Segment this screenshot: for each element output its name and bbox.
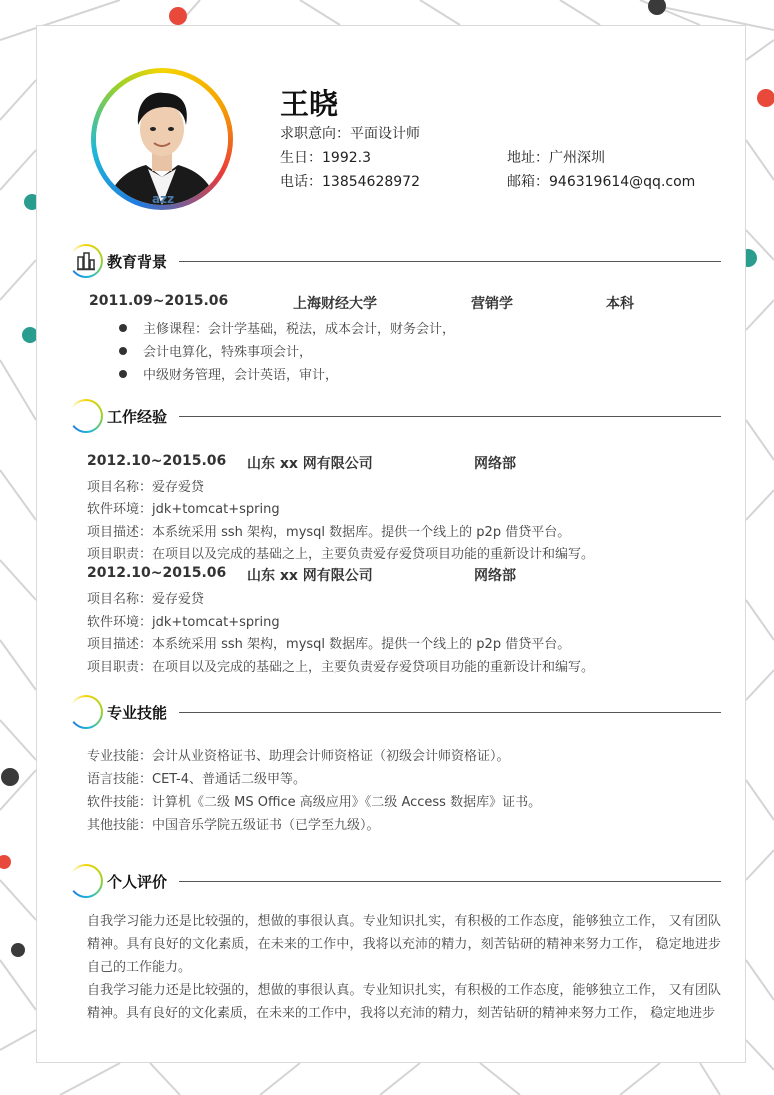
work-line: 项目职责：在项目以及完成的基础之上，主要负责爱存爱贷项目功能的重新设计和编写。 (87, 660, 595, 675)
skill-line: 专业技能：会计从业资格证书、助理会计师资格证（初级会计师资格证）。 (87, 749, 510, 764)
work-dept: 网络部 (474, 568, 516, 584)
resume-paper (36, 25, 746, 1063)
edu-course-item: 主修课程：会计学基础，税法，成本会计，财务会计， (143, 318, 455, 337)
svg-text:azz: azz (152, 192, 175, 205)
birthday: 生日：1992.3 (280, 150, 371, 166)
work-company: 山东 xx 网有限公司 (247, 456, 373, 472)
person-avatar-icon (96, 73, 228, 205)
work-line: 项目职责：在项目以及完成的基础之上，主要负责爱存爱贷项目功能的重新设计和编写。 (87, 547, 595, 562)
work-line: 项目名称：爱存爱贷 (87, 592, 205, 607)
edu-school: 上海财经大学 (293, 296, 377, 312)
edu-course-item: 中级财务管理，会计英语，审计， (143, 364, 338, 383)
work-period: 2012.10~2015.06 (87, 453, 227, 469)
section-work-header (69, 399, 721, 433)
skill-line: 软件技能：计算机《二级 MS Office 高级应用》《二级 Access 数据库》证书。 (87, 795, 542, 810)
edu-degree: 本科 (606, 296, 634, 312)
evaluation-paragraph: 自我学习能力还是比较强的，想做的事很认真。专业知识扎实，有积极的工作态度，能够独立工作， 又有团队精神。具有良好的文化素质，在未来的工作中，我将以充沛的精力，刻苦钻研的精神来努力工作， 稳定地进步 (87, 983, 721, 1021)
skill-line: 语言技能：CET-4、普通话二级甲等。 (87, 772, 307, 787)
section-evaluation-header (69, 864, 721, 898)
skill-line: 其他技能：中国音乐学院五级证书（已学至九级）。 (87, 818, 380, 833)
section-icon-ring (69, 864, 103, 898)
section-icon-ring (69, 244, 103, 278)
section-divider (179, 712, 721, 713)
work-company: 山东 xx 网有限公司 (247, 568, 373, 584)
work-line: 项目名称：爱存爱贷 (87, 480, 205, 495)
job-intent: 求职意向：平面设计师 (280, 126, 420, 142)
email: 邮箱：946319614@qq.com (507, 174, 696, 190)
edu-major: 营销学 (471, 296, 513, 312)
evaluation-text (87, 910, 721, 1025)
work-period: 2012.10~2015.06 (87, 565, 227, 581)
building-icon (76, 251, 96, 271)
avatar (96, 73, 228, 205)
work-line: 项目描述：本系统采用 ssh 架构，mysql 数据库。提供一个线上的 p2p 借贷平台。 (87, 637, 571, 652)
address: 地址：广州深圳 (507, 150, 605, 166)
work-line: 软件环境：jdk+tomcat+spring (87, 502, 280, 517)
section-title: 教育背景 (107, 251, 173, 272)
phone: 电话：13854628972 (280, 174, 420, 190)
section-education-header (69, 244, 721, 278)
profile-name: 王晓 (280, 87, 339, 121)
section-divider (179, 416, 721, 417)
edu-period: 2011.09~2015.06 (89, 293, 229, 309)
section-title: 专业技能 (107, 702, 173, 723)
edu-course-item: 会计电算化，特殊事项会计， (143, 341, 312, 360)
section-title: 个人评价 (107, 871, 173, 892)
section-icon-ring (69, 695, 103, 729)
work-line: 软件环境：jdk+tomcat+spring (87, 615, 280, 630)
section-divider (179, 881, 721, 882)
work-line: 项目描述：本系统采用 ssh 架构，mysql 数据库。提供一个线上的 p2p 借贷平台。 (87, 525, 571, 540)
evaluation-paragraph: 自我学习能力还是比较强的，想做的事很认真。专业知识扎实，有积极的工作态度，能够独立工作， 又有团队精神。具有良好的文化素质，在未来的工作中，我将以充沛的精力，刻苦钻研的精神来努力工作， 稳定地进步自己的工作能力。 (87, 914, 721, 975)
section-skills-header (69, 695, 721, 729)
avatar-frame (91, 68, 233, 210)
section-divider (179, 261, 721, 262)
section-icon-ring (69, 399, 103, 433)
work-dept: 网络部 (474, 456, 516, 472)
section-title: 工作经验 (107, 406, 173, 427)
